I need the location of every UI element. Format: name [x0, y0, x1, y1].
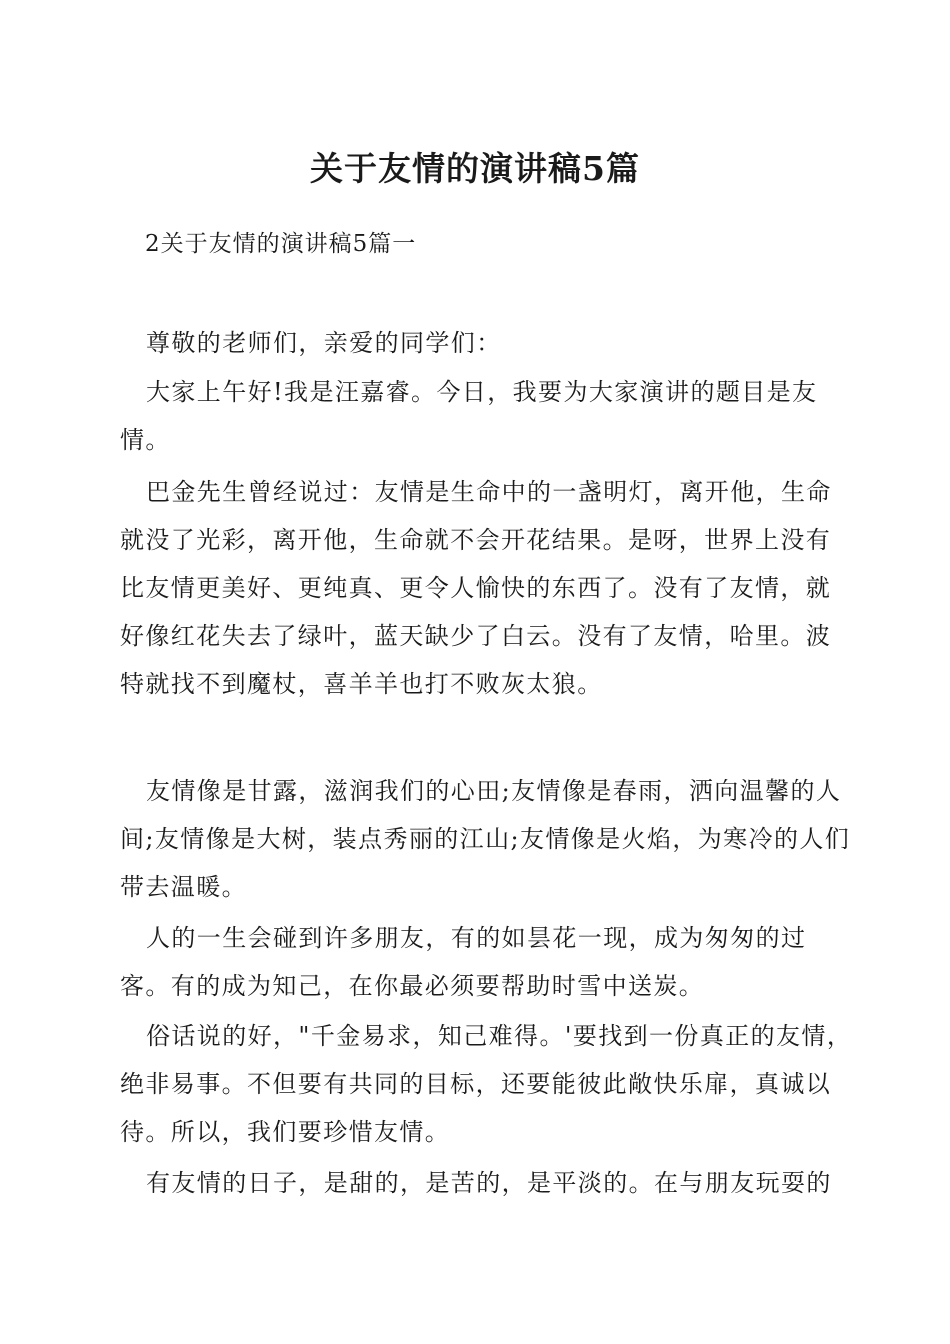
document-title: 关于友情的演讲稿5篇 [310, 149, 640, 188]
paragraph-greeting: 尊敬的老师们，亲爱的同学们： [146, 329, 502, 357]
paragraph-proverb: 俗话说的好，"千金易求，知己难得。'要找到一份真正的友情，绝非易事。不但要有共同的目标，还要能彼此敞快乐扉，真诚以待。所以，我们要珍惜友情。 [120, 1022, 853, 1146]
paragraph-metaphors: 友情像是甘露，滋润我们的心田;友情像是春雨，洒向温馨的人间;友情像是大树，装点秀丽的江山;友情像是火焰，为寒冷的人们带去温暖。 [120, 777, 851, 901]
paragraph-quote: 巴金先生曾经说过：友情是生命中的一盏明灯，离开他，生命就没了光彩，离开他，生命就不会开花结果。是呀，世界上没有比友情更美好、更纯真、更令人愉快的东西了。没有了友情，就好像红花失去了绿叶，蓝天缺少了白云。没有了友情，哈里。波特就找不到魔杖，喜羊羊也打不败灰太狼。 [120, 478, 832, 698]
paragraph-friends: 人的一生会碰到许多朋友，有的如昙花一现，成为匆匆的过客。有的成为知己，在你最必须要帮助时雪中送炭。 [120, 924, 807, 1000]
paragraph-days: 有友情的日子，是甜的，是苦的，是平淡的。在与朋友玩耍的 [146, 1169, 832, 1197]
document-subtitle: 2关于友情的演讲稿5篇一 [145, 231, 417, 257]
paragraph-introduction: 大家上午好!我是汪嘉睿。今日，我要为大家演讲的题目是友情。 [120, 378, 818, 454]
